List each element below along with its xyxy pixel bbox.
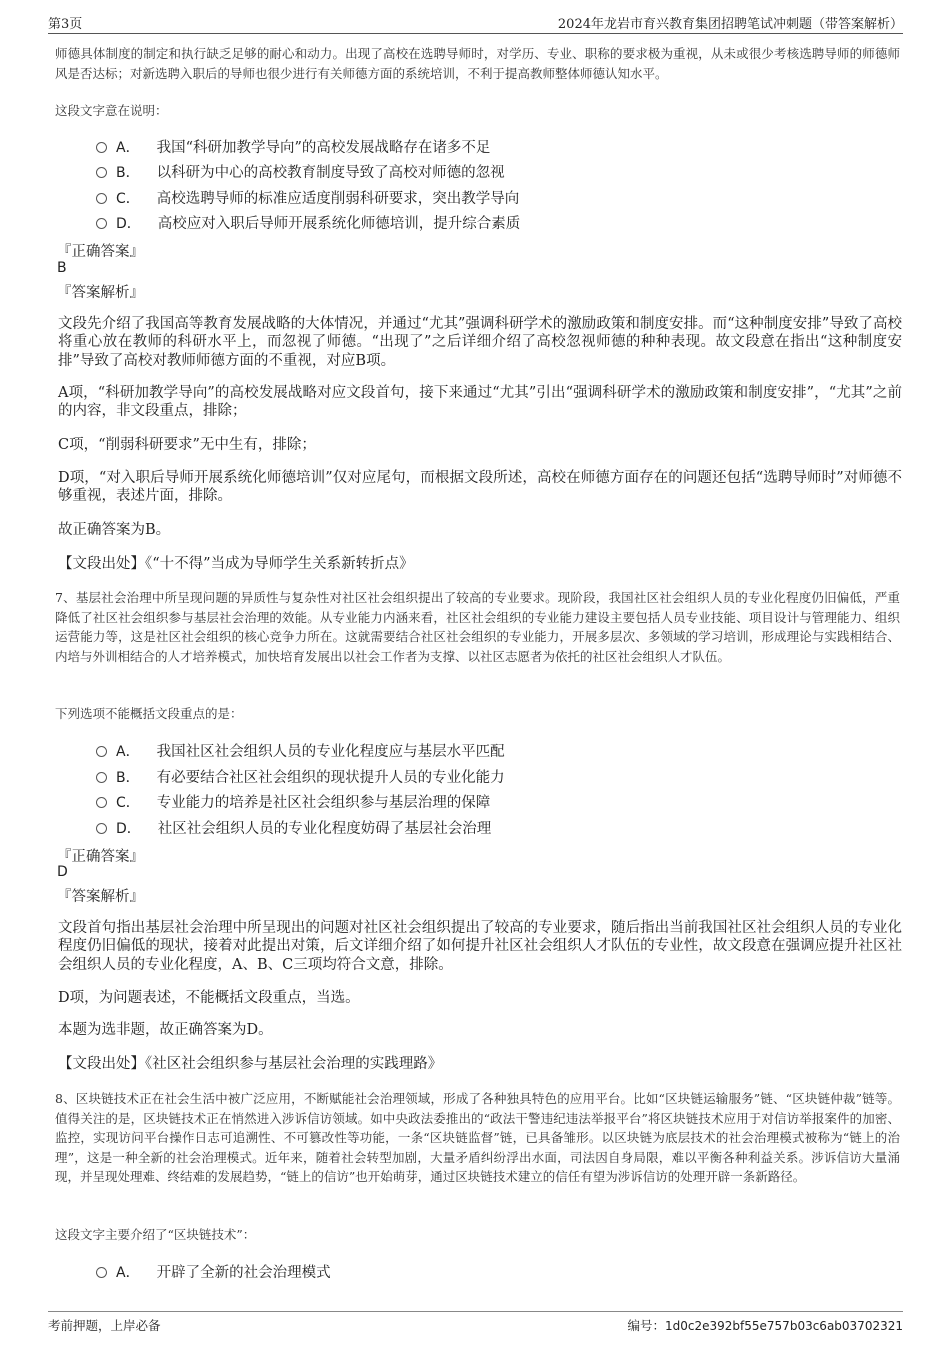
q6-analysis-a: A项，“科研加教学导向”的高校发展战略对应文段首句，接下来通过“尤其”引出“强调科研学术的激励政策和制度安排”，“尤其”之前的内容，非文段重点，排除； — [58, 385, 902, 420]
q7-passage: 7、基层社会治理中所呈现问题的异质性与复杂性对社区社会组织提出了较高的专业要求。现阶段，我国社区社会组织人员的专业化程度仍旧偏低，严重降低了社区社会组织参与基层社会治理的效能。从专业能力内涵来看，社区社会组织的专业能力建设主要包括人员专业技能、项目设计与管理能力、组织运营能力等，这是社区社会组织的核心竞争力所在。这就需要结合社区社会组织的专业能力，开展多层次、多领域的学习培训，形成理论与实践相结合、内培与外训相结合的人才培养模式，加快培育发展出以社会工作者为支撑、以社区志愿者为依托的社区社会组织人才队伍。 — [55, 590, 900, 664]
radio-icon[interactable] — [96, 823, 107, 834]
q7-source: 【文段出处】《社区社会组织参与基层社会治理的实践理路》 — [58, 1056, 443, 1072]
q8-option-a[interactable]: A． 开辟了全新的社会治理模式 — [96, 1261, 331, 1282]
q7-analysis-conclusion: 本题为选非题，故正确答案为D。 — [58, 1022, 273, 1038]
q7-option-c[interactable]: C． 专业能力的培养是社区社会组织参与基层治理的保障 — [96, 791, 490, 812]
radio-icon[interactable] — [96, 746, 107, 757]
q6-option-b[interactable]: B． 以科研为中心的高校教育制度导致了高校对师德的忽视 — [96, 161, 505, 182]
document-code-label: 编号： — [627, 1318, 666, 1333]
q7-option-b[interactable]: B． 有必要结合社区社会组织的现状提升人员的专业化能力 — [96, 766, 505, 787]
radio-icon[interactable] — [96, 797, 107, 808]
q6-answer-label: 『正确答案』 — [57, 244, 144, 260]
q6-passage-tail: 师德具体制度的制定和执行缺乏足够的耐心和动力。出现了高校在选聘导师时，对学历、专业、职称的要求极为重视，从未或很少考核选聘导师的师德师风是否达标；对新选聘入职后的导师也很少进行有关师德方面的系统培训，不利于提高教师整体师德认知水平。 — [55, 46, 900, 81]
q8-question: 这段文字主要介绍了“区块链技术”： — [55, 1227, 256, 1242]
q6-analysis-conclusion: 故正确答案为B。 — [58, 522, 171, 538]
q6-analysis-d: D项，“对入职后导师开展系统化师德培训”仅对应尾句，而根据文段所述，高校在师德方面存在的问题还包括“选聘导师时”对师德不够重视，表述片面，排除。 — [58, 470, 902, 505]
document-code — [628, 1316, 904, 1334]
document-title: 2024年龙岩市育兴教育集团招聘笔试冲刺题（带答案解析） — [557, 17, 903, 32]
q8-passage: 8、区块链技术正在社会生活中被广泛应用，不断赋能社会治理领域，形成了各种独具特色的应用平台。比如“区块链运输服务”链、“区块链仲裁”链等。值得关注的是，区块链技术正在悄然进入涉诉信访领域。如中央政法委推出的“政法干警违纪违法举报平台”将区块链技术应用于对信访举报案件的加密、监控，实现访问平台操作日志可追溯性、不可篡改性等功能，一条“区块链监督”链，已具备雏形。以区块链为底层技术的社会治理模式被称为“链上的治理”，这是一种全新的社会治理模式。近年来，随着社会转型加剧，大量矛盾纠纷浮出水面，司法因自身局限，难以平衡各种利益关系。涉诉信访大量涌现，并呈现处理难、终结难的发展趋势，“链上的信访”也开始萌芽，通过区块链技术建立的信任有望为涉诉信访的处理开辟一条新路径。 — [55, 1091, 900, 1185]
page-number: 第3页 — [48, 17, 83, 32]
q6-option-a[interactable]: A． 我国“科研加教学导向”的高校发展战略存在诸多不足 — [96, 136, 490, 157]
q6-source: 【文段出处】《“十不得”当成为导师学生关系新转折点》 — [58, 556, 414, 572]
q6-analysis-label: 『答案解析』 — [57, 285, 144, 301]
q7-analysis-label: 『答案解析』 — [57, 889, 144, 905]
page-footer — [48, 1311, 903, 1336]
q6-question: 这段文字意在说明： — [55, 103, 168, 118]
q6-option-d[interactable]: D． 高校应对入职后导师开展系统化师德培训，提升综合素质 — [96, 212, 520, 233]
radio-icon[interactable] — [96, 142, 107, 153]
radio-icon[interactable] — [96, 193, 107, 204]
q7-option-a[interactable]: A． 我国社区社会组织人员的专业化程度应与基层水平匹配 — [96, 740, 505, 761]
page-header — [48, 13, 903, 34]
q6-analysis-c: C项，“削弱科研要求”无中生有，排除； — [58, 437, 316, 453]
q7-answer: D — [57, 864, 68, 880]
radio-icon[interactable] — [96, 772, 107, 783]
radio-icon[interactable] — [96, 218, 107, 229]
q7-analysis-summary: 文段首句指出基层社会治理中所呈现出的问题对社区社会组织提出了较高的专业要求，随后指出当前我国社区社会组织人员的专业化程度仍旧偏低的现状，接着对此提出对策，后文详细介绍了如何提升社区社会组织人才队伍的专业性，故文段意在强调应提升社区社会组织人员的专业化程度，A、B、C三项均符合文意，排除。 — [58, 920, 902, 973]
q6-answer: B — [57, 260, 67, 276]
q6-option-c[interactable]: C． 高校选聘导师的标准应适度削弱科研要求，突出教学导向 — [96, 187, 519, 208]
q7-option-d[interactable]: D． 社区社会组织人员的专业化程度妨碍了基层社会治理 — [96, 817, 491, 838]
document-code-value: 1d0c2e392bf55e757b03c6ab03702321 — [665, 1319, 903, 1333]
q7-answer-label: 『正确答案』 — [57, 849, 144, 865]
footer-note: 考前押题，上岸必备 — [48, 1318, 161, 1333]
radio-icon[interactable] — [96, 1267, 107, 1278]
q7-question: 下列选项不能概括文段重点的是： — [55, 706, 243, 721]
q7-analysis-d: D项，为问题表述，不能概括文段重点，当选。 — [58, 990, 360, 1006]
radio-icon[interactable] — [96, 167, 107, 178]
q6-analysis-summary: 文段先介绍了我国高等教育发展战略的大体情况，并通过“尤其”强调科研学术的激励政策和制度安排。而“这种制度安排”导致了高校将重心放在教师的科研水平上，而忽视了师德。“出现了”之后详细介绍了高校忽视师德的种种表现。故文段意在指出“这种制度安排”导致了高校对教师师德方面的不重视，对应B项。 — [58, 316, 902, 369]
